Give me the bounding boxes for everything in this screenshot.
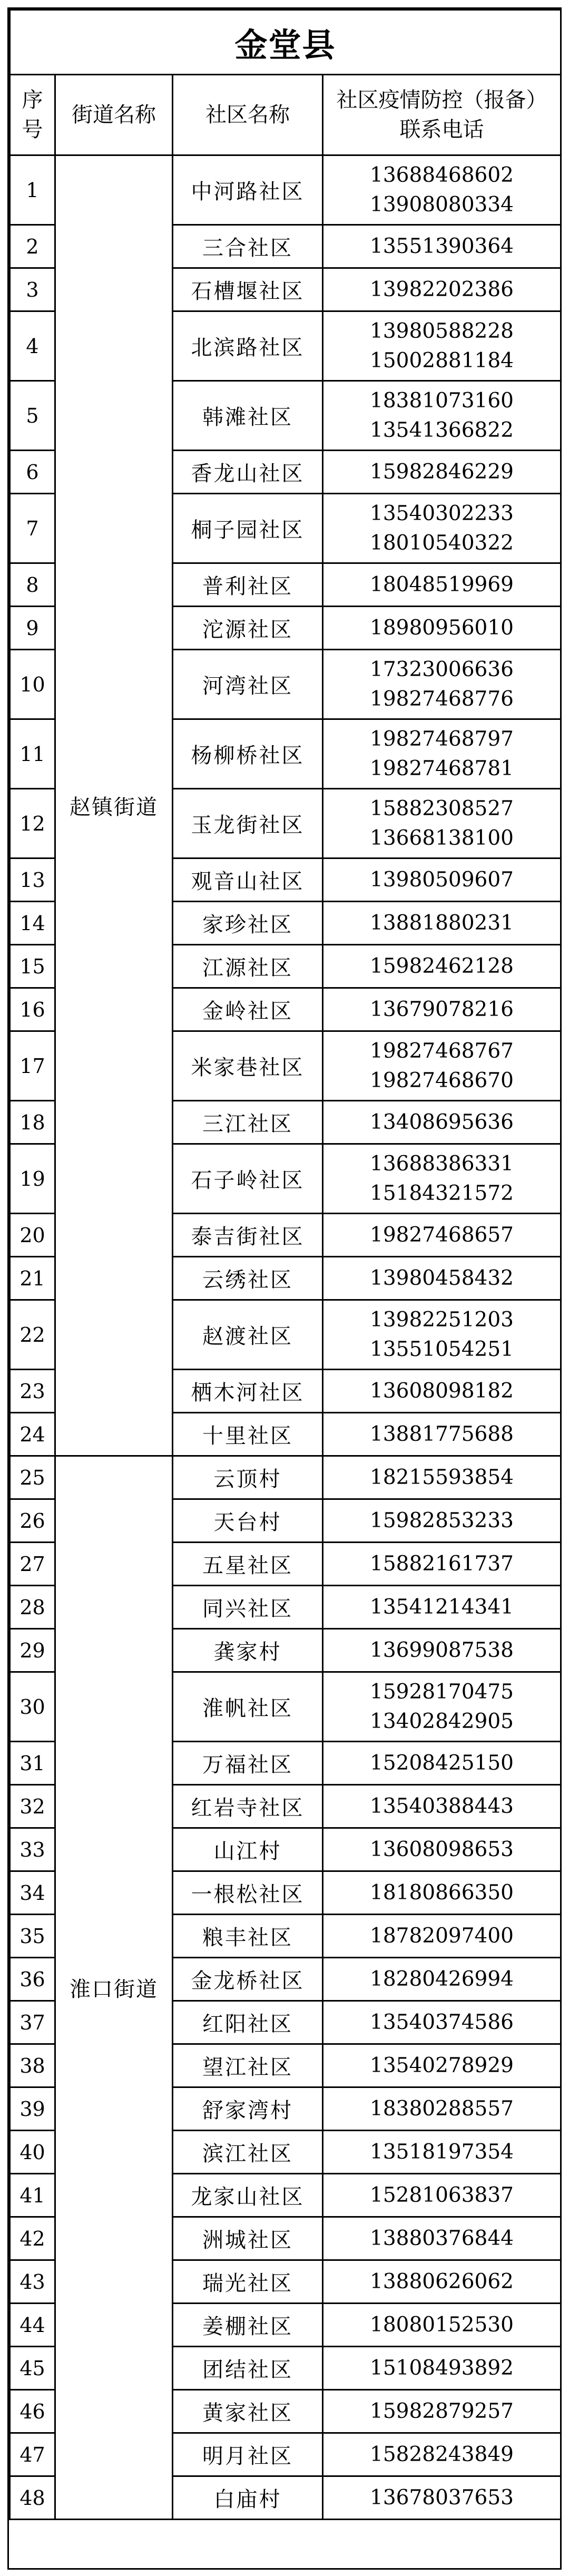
row-index: 26: [10, 1499, 55, 1543]
phone-number: 19827468767: [370, 1039, 514, 1063]
community-name: 同兴社区: [173, 1586, 323, 1629]
phone-number: 13980458432: [370, 1266, 514, 1290]
phone-cell: [323, 1499, 561, 1543]
community-name: 一根松社区: [173, 1871, 323, 1915]
row-index: 2: [10, 225, 55, 268]
row-index: 15: [10, 945, 55, 988]
row-index: 14: [10, 902, 55, 945]
phone-cell: [323, 1144, 561, 1214]
community-name: 龚家村: [173, 1629, 323, 1672]
community-name: 金龙桥社区: [173, 1958, 323, 2001]
header-street: 街道名称: [55, 75, 173, 155]
row-index: 1: [10, 155, 55, 225]
phone-number: 19827468781: [370, 756, 514, 780]
phone-cell: [323, 311, 561, 381]
contact-table: [9, 9, 562, 2520]
phone-number: 15108493892: [370, 2356, 514, 2380]
row-index: 7: [10, 494, 55, 563]
community-name: 河湾社区: [173, 650, 323, 719]
row-index: 40: [10, 2131, 55, 2174]
community-name: 江源社区: [173, 945, 323, 988]
phone-cell: [323, 1871, 561, 1915]
row-index: 3: [10, 268, 55, 311]
phone-cell: [323, 2304, 561, 2347]
row-index: 17: [10, 1031, 55, 1101]
phone-number: 13608098653: [370, 1837, 514, 1861]
phone-number: 13668138100: [370, 826, 514, 850]
phone-number: 13688468602: [370, 163, 514, 187]
phone-cell: [323, 155, 561, 225]
phone-number: 13982251203: [370, 1307, 514, 1332]
phone-cell: [323, 1629, 561, 1672]
phone-number: 19827468657: [370, 1223, 514, 1247]
table-row: [10, 155, 561, 225]
phone-number: 13540302233: [370, 501, 514, 525]
phone-cell: [323, 381, 561, 451]
row-index: 31: [10, 1742, 55, 1785]
phone-cell: [323, 1300, 561, 1370]
community-name: 云顶村: [173, 1456, 323, 1499]
phone-number: 17323006636: [370, 657, 514, 681]
phone-number: 13608098182: [370, 1379, 514, 1403]
row-index: 34: [10, 1871, 55, 1915]
community-name: 金岭社区: [173, 988, 323, 1031]
community-name: 米家巷社区: [173, 1031, 323, 1101]
community-name: 十里社区: [173, 1413, 323, 1456]
phone-number: 15882161737: [370, 1552, 514, 1576]
community-name: 桐子园社区: [173, 494, 323, 563]
row-index: 41: [10, 2174, 55, 2217]
row-index: 32: [10, 1785, 55, 1828]
row-index: 12: [10, 789, 55, 858]
phone-number: 18380288557: [370, 2096, 514, 2121]
community-name: 韩滩社区: [173, 381, 323, 451]
phone-number: 18980956010: [370, 616, 514, 640]
community-name: 栖木河社区: [173, 1370, 323, 1413]
phone-number: 13541214341: [370, 1595, 514, 1619]
community-name: 粮丰社区: [173, 1915, 323, 1958]
phone-cell: [323, 1214, 561, 1257]
community-name: 姜棚社区: [173, 2304, 323, 2347]
phone-cell: [323, 1785, 561, 1828]
row-index: 33: [10, 1828, 55, 1871]
phone-cell: [323, 988, 561, 1031]
row-index: 25: [10, 1456, 55, 1499]
phone-number: 15882308527: [370, 796, 514, 821]
row-index: 48: [10, 2476, 55, 2520]
phone-number: 19827468670: [370, 1068, 514, 1092]
row-index: 29: [10, 1629, 55, 1672]
row-index: 13: [10, 858, 55, 902]
row-index: 35: [10, 1915, 55, 1958]
community-name: 三合社区: [173, 225, 323, 268]
phone-cell: [323, 719, 561, 789]
community-name: 白庙村: [173, 2476, 323, 2520]
phone-number: 15982879257: [370, 2399, 514, 2423]
phone-number: 13402842905: [370, 1709, 514, 1733]
community-name: 玉龙街社区: [173, 789, 323, 858]
phone-number: 13688386331: [370, 1152, 514, 1176]
phone-cell: [323, 1828, 561, 1871]
phone-cell: [323, 1413, 561, 1456]
community-name: 家珍社区: [173, 902, 323, 945]
row-index: 8: [10, 563, 55, 607]
phone-number: 15281063837: [370, 2183, 514, 2207]
row-index: 19: [10, 1144, 55, 1214]
phone-cell: [323, 1742, 561, 1785]
phone-number: 13982202386: [370, 277, 514, 301]
header-community: 社区名称: [173, 75, 323, 155]
phone-cell: [323, 494, 561, 563]
row-index: 28: [10, 1586, 55, 1629]
phone-cell: [323, 2001, 561, 2044]
street-name: 淮口街道: [55, 1456, 173, 2520]
phone-cell: [323, 1456, 561, 1499]
phone-cell: [323, 2131, 561, 2174]
community-name: 石槽堰社区: [173, 268, 323, 311]
community-name: 赵渡社区: [173, 1300, 323, 1370]
row-index: 38: [10, 2044, 55, 2087]
phone-number: 13541366822: [370, 418, 514, 442]
row-index: 46: [10, 2390, 55, 2433]
community-name: 山江村: [173, 1828, 323, 1871]
community-name: 五星社区: [173, 1543, 323, 1586]
phone-cell: [323, 2087, 561, 2131]
row-index: 44: [10, 2304, 55, 2347]
phone-number: 13980509607: [370, 867, 514, 892]
row-index: 5: [10, 381, 55, 451]
row-index: 43: [10, 2260, 55, 2304]
row-index: 36: [10, 1958, 55, 2001]
phone-number: 13408695636: [370, 1110, 514, 1134]
street-name: 赵镇街道: [55, 155, 173, 1456]
phone-number: 15208425150: [370, 1751, 514, 1775]
community-name: 望江社区: [173, 2044, 323, 2087]
row-index: 37: [10, 2001, 55, 2044]
community-name: 香龙山社区: [173, 451, 323, 494]
row-index: 30: [10, 1672, 55, 1742]
community-name: 淮帆社区: [173, 1672, 323, 1742]
phone-cell: [323, 1370, 561, 1413]
row-index: 10: [10, 650, 55, 719]
phone-number: 13540278929: [370, 2053, 514, 2077]
phone-number: 18010540322: [370, 531, 514, 555]
phone-cell: [323, 2044, 561, 2087]
phone-number: 19827468776: [370, 687, 514, 711]
contact-table-sheet: [7, 7, 562, 2570]
phone-cell: [323, 2260, 561, 2304]
phone-number: 18782097400: [370, 1924, 514, 1948]
phone-number: 13908080334: [370, 192, 514, 217]
phone-cell: [323, 650, 561, 719]
community-name: 石子岭社区: [173, 1144, 323, 1214]
phone-number: 13880376844: [370, 2226, 514, 2250]
phone-number: 13540388443: [370, 1794, 514, 1818]
phone-cell: [323, 2433, 561, 2476]
community-name: 北滨路社区: [173, 311, 323, 381]
phone-number: 15002881184: [370, 348, 514, 373]
row-index: 47: [10, 2433, 55, 2476]
header-index: 序号: [10, 75, 55, 155]
row-index: 45: [10, 2347, 55, 2390]
row-index: 22: [10, 1300, 55, 1370]
community-name: 中河路社区: [173, 155, 323, 225]
phone-number: 19827468797: [370, 727, 514, 751]
phone-cell: [323, 902, 561, 945]
phone-cell: [323, 563, 561, 607]
community-name: 舒家湾村: [173, 2087, 323, 2131]
row-index: 18: [10, 1101, 55, 1144]
phone-number: 13678037653: [370, 2485, 514, 2510]
phone-number: 13540374586: [370, 2010, 514, 2034]
phone-number: 13699087538: [370, 1638, 514, 1662]
phone-number: 15184321572: [370, 1181, 514, 1205]
row-index: 6: [10, 451, 55, 494]
community-name: 观音山社区: [173, 858, 323, 902]
phone-number: 18180866350: [370, 1880, 514, 1905]
community-name: 泰吉街社区: [173, 1214, 323, 1257]
row-index: 21: [10, 1257, 55, 1300]
phone-cell: [323, 2217, 561, 2260]
phone-cell: [323, 268, 561, 311]
community-name: 普利社区: [173, 563, 323, 607]
phone-number: 15982846229: [370, 460, 514, 484]
phone-cell: [323, 451, 561, 494]
table-title: 金堂县: [10, 10, 561, 75]
phone-number: 13679078216: [370, 997, 514, 1021]
row-index: 16: [10, 988, 55, 1031]
phone-number: 13551390364: [370, 234, 514, 258]
row-index: 24: [10, 1413, 55, 1456]
row-index: 23: [10, 1370, 55, 1413]
phone-number: 15982853233: [370, 1508, 514, 1533]
community-name: 云绣社区: [173, 1257, 323, 1300]
header-row: [10, 75, 561, 155]
row-index: 20: [10, 1214, 55, 1257]
phone-cell: [323, 607, 561, 650]
row-index: 39: [10, 2087, 55, 2131]
phone-cell: [323, 1958, 561, 2001]
phone-number: 13980588228: [370, 319, 514, 343]
community-name: 明月社区: [173, 2433, 323, 2476]
community-name: 天台村: [173, 1499, 323, 1543]
row-index: 9: [10, 607, 55, 650]
community-name: 瑞光社区: [173, 2260, 323, 2304]
row-index: 4: [10, 311, 55, 381]
community-name: 龙家山社区: [173, 2174, 323, 2217]
community-name: 沱源社区: [173, 607, 323, 650]
phone-cell: [323, 2476, 561, 2520]
phone-cell: [323, 945, 561, 988]
phone-cell: [323, 2390, 561, 2433]
community-name: 三江社区: [173, 1101, 323, 1144]
phone-cell: [323, 858, 561, 902]
phone-number: 18215593854: [370, 1465, 514, 1489]
phone-number: 15928170475: [370, 1680, 514, 1704]
phone-cell: [323, 789, 561, 858]
phone-cell: [323, 1101, 561, 1144]
community-name: 滨江社区: [173, 2131, 323, 2174]
header-phone: 社区疫情防控（报备）联系电话: [323, 75, 561, 155]
phone-number: 15982462128: [370, 954, 514, 978]
community-name: 万福社区: [173, 1742, 323, 1785]
phone-cell: [323, 1257, 561, 1300]
row-index: 11: [10, 719, 55, 789]
community-name: 红岩寺社区: [173, 1785, 323, 1828]
phone-cell: [323, 1031, 561, 1101]
community-name: 杨柳桥社区: [173, 719, 323, 789]
phone-number: 13880626062: [370, 2269, 514, 2294]
phone-cell: [323, 1915, 561, 1958]
row-index: 42: [10, 2217, 55, 2260]
phone-number: 13551054251: [370, 1337, 514, 1361]
community-name: 红阳社区: [173, 2001, 323, 2044]
phone-number: 13881775688: [370, 1422, 514, 1446]
community-name: 黄家社区: [173, 2390, 323, 2433]
phone-number: 15828243849: [370, 2442, 514, 2466]
community-name: 团结社区: [173, 2347, 323, 2390]
phone-number: 18080152530: [370, 2312, 514, 2337]
row-index: 27: [10, 1543, 55, 1586]
phone-cell: [323, 2347, 561, 2390]
phone-number: 18048519969: [370, 572, 514, 597]
phone-number: 18381073160: [370, 388, 514, 413]
phone-number: 13518197354: [370, 2140, 514, 2164]
phone-cell: [323, 1543, 561, 1586]
phone-cell: [323, 2174, 561, 2217]
table-row: [10, 1456, 561, 1499]
phone-number: 18280426994: [370, 1967, 514, 1991]
community-name: 洲城社区: [173, 2217, 323, 2260]
phone-cell: [323, 1586, 561, 1629]
phone-cell: [323, 225, 561, 268]
phone-cell: [323, 1672, 561, 1742]
phone-number: 13881880231: [370, 911, 514, 935]
